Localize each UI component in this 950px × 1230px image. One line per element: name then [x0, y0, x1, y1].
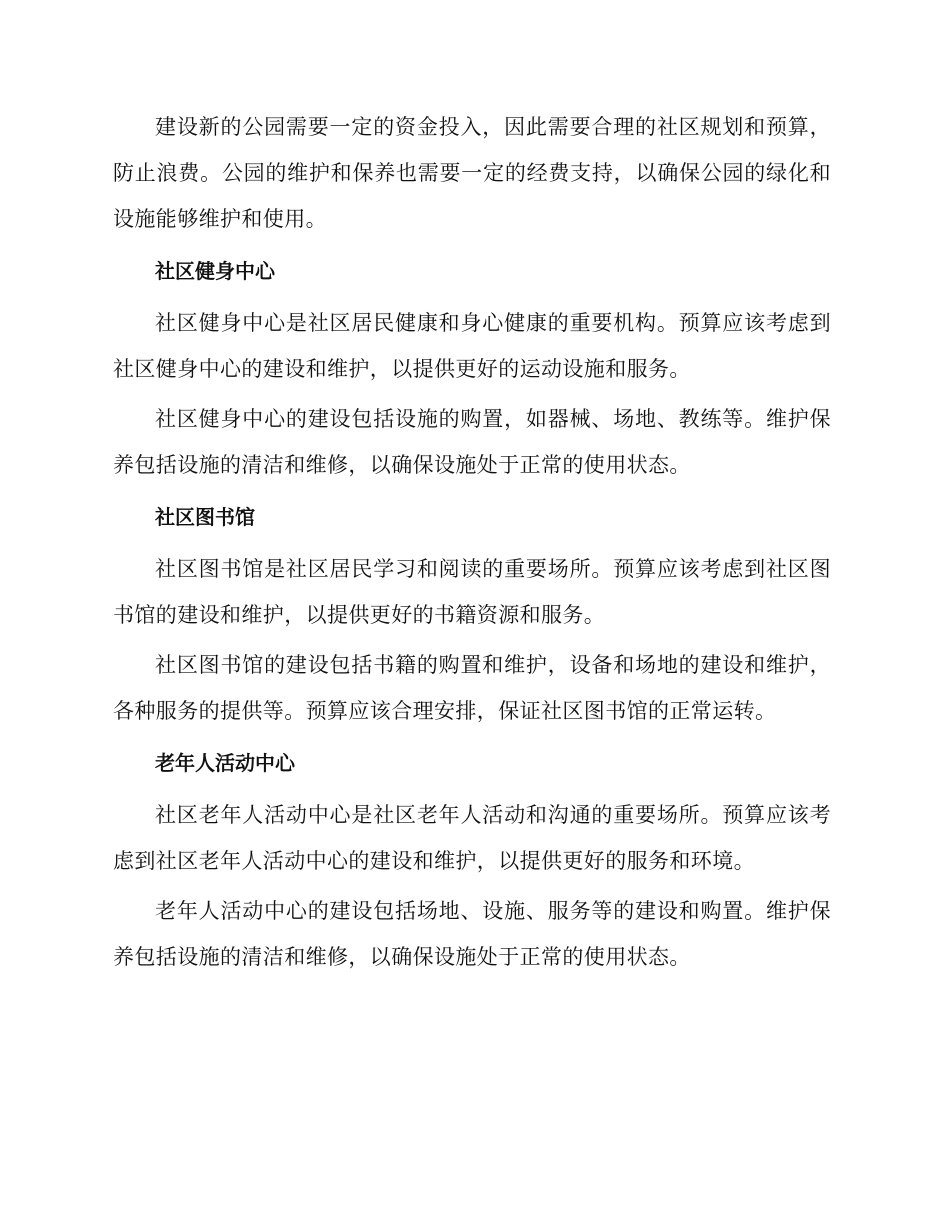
heading-library: 社区图书馆 — [155, 505, 255, 529]
paragraph-park-funding: 建设新的公园需要一定的资金投入，因此需要合理的社区规划和预算，防止浪费。公园的维护和保养也需要一定的经费支持，以确保公园的绿化和设施能够维护和使用。 — [113, 115, 831, 231]
document-body — [113, 104, 831, 980]
paragraph-senior-center-construction: 老年人活动中心的建设包括场地、设施、服务等的建设和购置。维护保养包括设施的清洁和维修，以确保设施处于正常的使用状态。 — [113, 899, 831, 969]
paragraph-library-construction: 社区图书馆的建设包括书籍的购置和维护，设备和场地的建设和维护，各种服务的提供等。预算应该合理安排，保证社区图书馆的正常运转。 — [113, 653, 831, 723]
paragraph-fitness-center-construction: 社区健身中心的建设包括设施的购置，如器械、场地、教练等。维护保养包括设施的清洁和维修，以确保设施处于正常的使用状态。 — [113, 407, 831, 477]
paragraph-fitness-center-intro: 社区健身中心是社区居民健康和身心健康的重要机构。预算应该考虑到社区健身中心的建设和维护，以提供更好的运动设施和服务。 — [113, 311, 831, 381]
paragraph-library-intro: 社区图书馆是社区居民学习和阅读的重要场所。预算应该考虑到社区图书馆的建设和维护，以提供更好的书籍资源和服务。 — [113, 557, 831, 627]
paragraph-senior-center-intro: 社区老年人活动中心是社区老年人活动和沟通的重要场所。预算应该考虑到社区老年人活动中心的建设和维护，以提供更好的服务和环境。 — [113, 803, 831, 873]
heading-fitness-center: 社区健身中心 — [155, 259, 275, 283]
heading-senior-center: 老年人活动中心 — [155, 751, 295, 775]
